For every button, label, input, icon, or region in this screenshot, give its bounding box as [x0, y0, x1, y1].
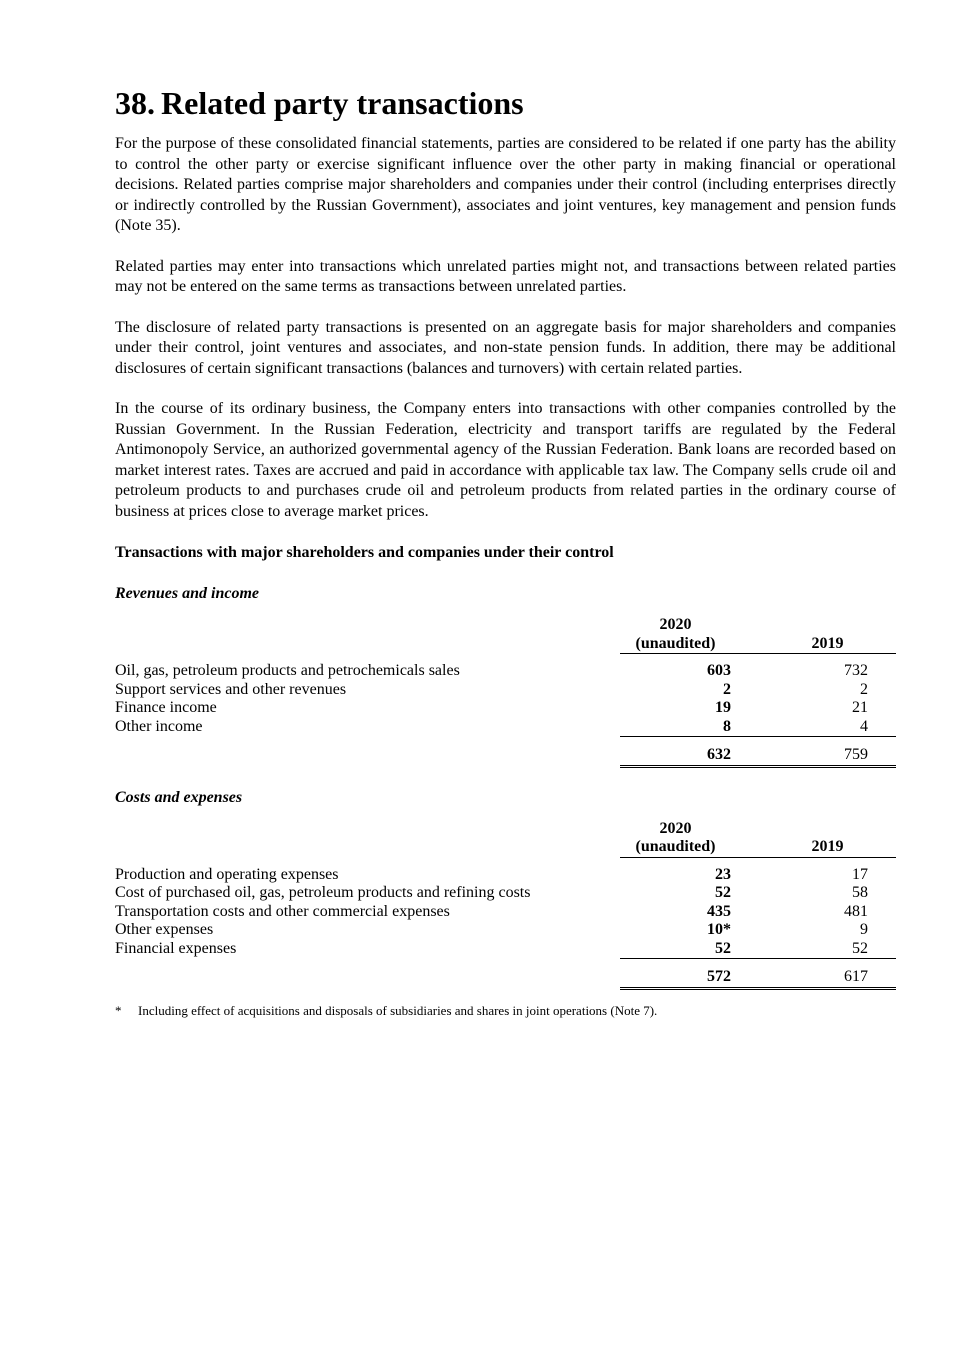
value-2019: 58	[852, 884, 868, 901]
costs-header-2019: 2019	[759, 838, 896, 857]
costs-title: Costs and expenses	[115, 788, 243, 806]
paragraph-disclosure: The disclosure of related party transactions is presented on an aggregate basis for major shareholders and companies under their control, joint ventures and associates, and non-state pension funds. In addition, there may be additional disclosures of certain significant transactions (balances and turnovers) with certain related parties.	[115, 318, 896, 377]
value-2019: 2	[860, 680, 868, 698]
table-row	[115, 866, 896, 885]
value-2020: 52	[715, 884, 731, 901]
footnote	[115, 1002, 896, 1019]
row-label: Production and operating expenses	[115, 865, 339, 883]
row-label: Other expenses	[115, 921, 214, 938]
table-row	[115, 940, 896, 959]
table-row	[115, 662, 896, 681]
total-2020: 632	[620, 746, 731, 766]
value-2020: 23	[715, 865, 731, 883]
paragraph-terms: Related parties may enter into transactions which unrelated parties might not, and transactions between related parties may not be entered on the same terms as transactions between unrelated parties.	[115, 257, 896, 295]
value-2019: 21	[852, 699, 868, 716]
costs-header-2020-year: 2020	[659, 819, 692, 837]
value-2020: 435	[707, 902, 731, 920]
section-number: 38.	[115, 85, 155, 121]
row-label: Cost of purchased oil, gas, petroleum products and refining costs	[115, 884, 531, 901]
value-2020: 2	[723, 680, 731, 698]
row-label: Financial expenses	[115, 940, 237, 957]
value-2020: 52	[620, 940, 731, 959]
table-row	[115, 921, 896, 940]
total-2020: 572	[620, 968, 731, 988]
row-label: Oil, gas, petroleum products and petrochemicals sales	[115, 662, 460, 679]
table-row	[115, 699, 896, 718]
table-row	[115, 681, 896, 700]
value-2019: 4	[759, 718, 896, 737]
total-2019: 617	[759, 968, 896, 988]
shareholders-subheading: Transactions with major shareholders and companies under their control	[115, 544, 614, 561]
total-row	[115, 968, 896, 988]
section-heading	[115, 85, 896, 121]
footnote-marker: *	[115, 1002, 122, 1018]
paragraph-definition: For the purpose of these consolidated financial statements, parties are considered to be related if one party has the ability to control the other party or exercise significant influence over the other party in making financial or operational decisions. Related parties comprise major shareholders and companies under their control (including enterprises directly or indirectly controlled by the Russian Government), associates and joint ventures, key management and pension funds (Note 35).	[115, 135, 896, 234]
value-2019: 481	[844, 902, 868, 920]
value-2019: 17	[852, 865, 868, 883]
table-row	[115, 903, 896, 922]
revenues-title: Revenues and income	[115, 585, 259, 602]
row-label: Other income	[115, 718, 203, 735]
paragraph-ordinary-business: In the course of its ordinary business, the Company enters into transactions with other companies controlled by the Russian Government. In the Russian Federation, electricity and transport tariffs are regulated by the Federal Antimonopoly Service, an authorized governmental agency of the Russian Federation. Bank loans are recorded based on market interest rates. Taxes are accrued and paid in accordance with applicable tax law. The Company sells crude oil and petroleum products to and purchases crude oil and petroleum products from related parties in the ordinary course of business at prices close to average market prices.	[115, 400, 896, 520]
row-label: Transportation costs and other commercial expenses	[115, 902, 450, 920]
value-2019: 9	[860, 921, 868, 938]
table-row	[115, 884, 896, 903]
costs-table	[115, 820, 896, 990]
footnote-text: Including effect of acquisitions and disposals of subsidiaries and shares in joint operations (Note 7).	[138, 1002, 658, 1018]
revenues-header-2020-year: 2020	[659, 616, 692, 633]
revenues-header-2020-note: (unaudited)	[620, 635, 731, 654]
value-2020: 10*	[707, 921, 731, 938]
value-2020: 19	[715, 699, 731, 716]
row-label: Finance income	[115, 699, 217, 716]
value-2019: 52	[759, 940, 896, 959]
value-2019: 732	[844, 662, 868, 679]
value-2020: 603	[707, 662, 731, 679]
table-row	[115, 718, 896, 737]
section-title: Related party transactions	[161, 85, 524, 121]
row-label: Support services and other revenues	[115, 680, 347, 698]
revenues-table	[115, 616, 896, 768]
total-2019: 759	[759, 746, 896, 766]
costs-header-2020-note: (unaudited)	[620, 838, 731, 857]
revenues-header-2019: 2019	[759, 635, 896, 654]
document-page	[115, 85, 896, 1019]
total-row	[115, 746, 896, 766]
value-2020: 8	[620, 718, 731, 737]
